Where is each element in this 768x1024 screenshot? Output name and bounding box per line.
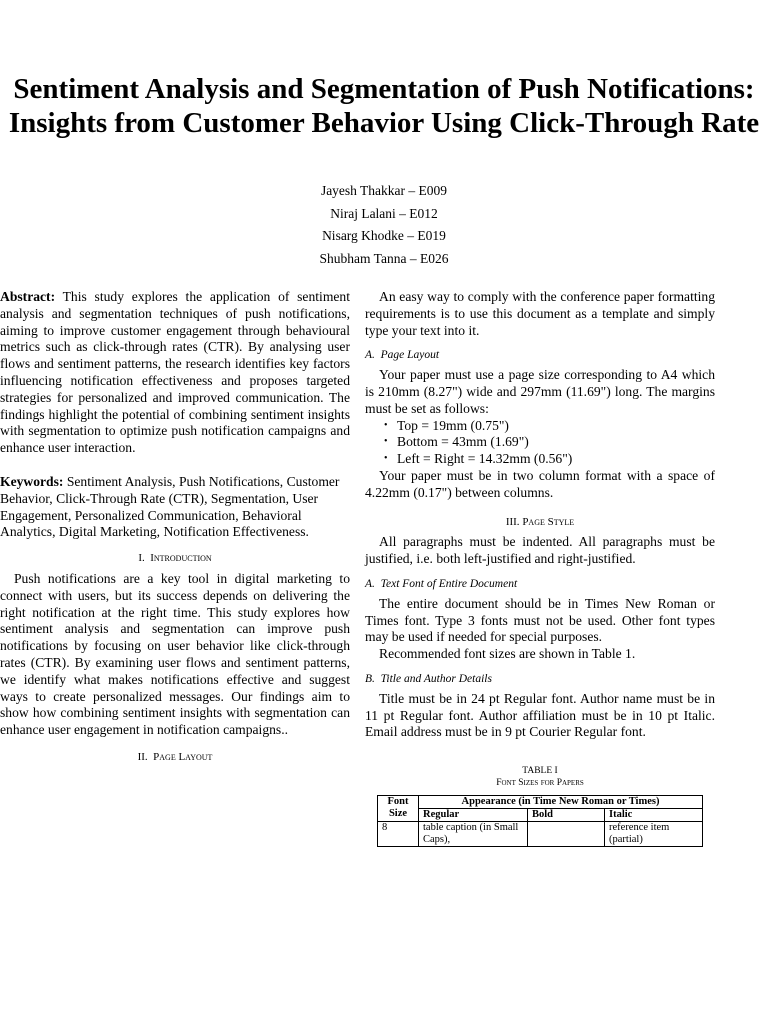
page-size-paragraph: Your paper must use a page size corresponding to A4 which is 210mm (8.27") wide and 297mm (11.69") long. The margins must be set as follows: xyxy=(365,367,715,416)
left-column xyxy=(0,289,350,766)
table-cell: table caption (in Small Caps), xyxy=(419,822,528,847)
margin-list xyxy=(365,418,715,468)
subsection-heading-page-layout xyxy=(365,347,715,364)
subsection-label: B. xyxy=(365,672,375,685)
table-cell: reference item (partial) xyxy=(605,822,703,847)
subsection-title: Title and Author Details xyxy=(380,672,492,685)
paper-title: Sentiment Analysis and Segmentation of Push Notifications: Insights from Customer Behavior Using Click-Through Rate xyxy=(8,73,760,139)
table-title: Font Sizes for Papers xyxy=(496,778,584,789)
author-name: Shubham Tanna – E026 xyxy=(319,250,449,266)
abstract-text: This study explores the application of sentiment analysis and segmentation techniques of push notifications, aiming to improve customer engagement through behavioural metrics such as click-through rates (CTR). By analysing user flows and sentiment patterns, the research identifies key factors influencing notification effectiveness and proposes targeted strategies for personalized and improved communication. The findings highlight the potential of combining sentiment insights with segmentation to optimize push notification campaigns and enhance user interaction. xyxy=(0,289,350,456)
abstract xyxy=(0,289,350,457)
keywords-text: Sentiment Analysis, Push Notifications, Customer Behavior, Click-Through Rate (CTR), Segmentation, User Engagement, Personalized Communication, Behavioral Analytics, Digital Marketing, Notification Effectiveness. xyxy=(0,473,340,540)
text-font-paragraph: The entire document should be in Times New Roman or Times font. Type 3 fonts must not be used. Other font types may be used if needed for special purposes. xyxy=(365,595,715,645)
list-item: • Bottom = 43mm (1.69") xyxy=(397,434,715,451)
section-number: III. xyxy=(505,515,520,528)
section-heading-page-style xyxy=(365,514,715,531)
template-intro-paragraph: An easy way to comply with the conference paper formatting requirements is to use this document as a template and simply type your text into it. xyxy=(365,289,715,338)
page-style-paragraph: All paragraphs must be indented. All paragraphs must be justified, i.e. both left-justified and right-justified. xyxy=(365,534,715,567)
abstract-label: Abstract: xyxy=(0,289,56,304)
table-header-font-size: Font Size xyxy=(378,796,419,822)
subsection-heading-text-font xyxy=(365,576,715,593)
table-header-bold: Bold xyxy=(528,809,605,822)
right-column xyxy=(365,289,715,847)
table-header-appearance: Appearance (in Time New Roman or Times) xyxy=(419,796,703,809)
table-header-italic: Italic xyxy=(605,809,703,822)
subsection-title: Text Font of Entire Document xyxy=(380,577,518,590)
keywords-label: Keywords: xyxy=(0,473,64,489)
table-header-regular: Regular xyxy=(419,809,528,822)
subsection-label: A. xyxy=(365,349,375,362)
column-format-paragraph: Your paper must be in two column format with a space of 4.22mm (0.17") between columns. xyxy=(365,467,715,500)
section-number: II. xyxy=(137,750,148,763)
author-name: Nisarg Khodke – E019 xyxy=(322,228,446,243)
introduction-paragraph: Push notifications are a key tool in digital marketing to connect with users, but its success depends on delivering the right notification at the right time. This study explores how sentiment analysis and segmentation can improve push notifications by focusing on user behavior like click-through rates (CTR). By examining user flows and sentiment patterns, we identify what makes notifications effective and suggest ways to create personalized messages. Our findings aim to show how combining sentiment insights with segmentation can enhance user engagement in notification campaigns.. xyxy=(0,570,350,738)
list-item: • Top = 19mm (0.75") xyxy=(397,418,715,435)
section-title: Introduction xyxy=(150,552,212,565)
subsection-heading-title-author xyxy=(365,671,715,688)
section-title: Page Layout xyxy=(153,750,213,763)
section-title: Page Style xyxy=(522,515,575,528)
table-row xyxy=(378,822,703,847)
subsection-title: Page Layout xyxy=(380,349,440,362)
section-heading-introduction xyxy=(0,550,350,567)
author-name: Jayesh Thakkar – E009 xyxy=(320,183,448,198)
table-cell xyxy=(528,822,605,847)
section-heading-page-layout xyxy=(0,749,350,766)
title-author-paragraph: Title must be in 24 pt Regular font. Author name must be in 11 pt Regular font. Author affiliation must be in 10 pt Italic. Email address must be in 9 pt Courier Regular font. xyxy=(365,690,715,740)
font-size-reference-paragraph: Recommended font sizes are shown in Table 1. xyxy=(379,646,636,662)
table-cell: 8 xyxy=(378,822,419,847)
author-list xyxy=(0,180,768,270)
keywords xyxy=(0,474,350,541)
author-name: Niraj Lalani – E012 xyxy=(330,205,438,221)
subsection-label: A. xyxy=(365,577,375,590)
list-item: • Left = Right = 14.32mm (0.56") xyxy=(397,451,715,468)
table-caption xyxy=(365,765,715,789)
font-size-table xyxy=(377,795,703,847)
section-number: I. xyxy=(138,552,145,565)
table-number: TABLE I xyxy=(522,766,558,777)
